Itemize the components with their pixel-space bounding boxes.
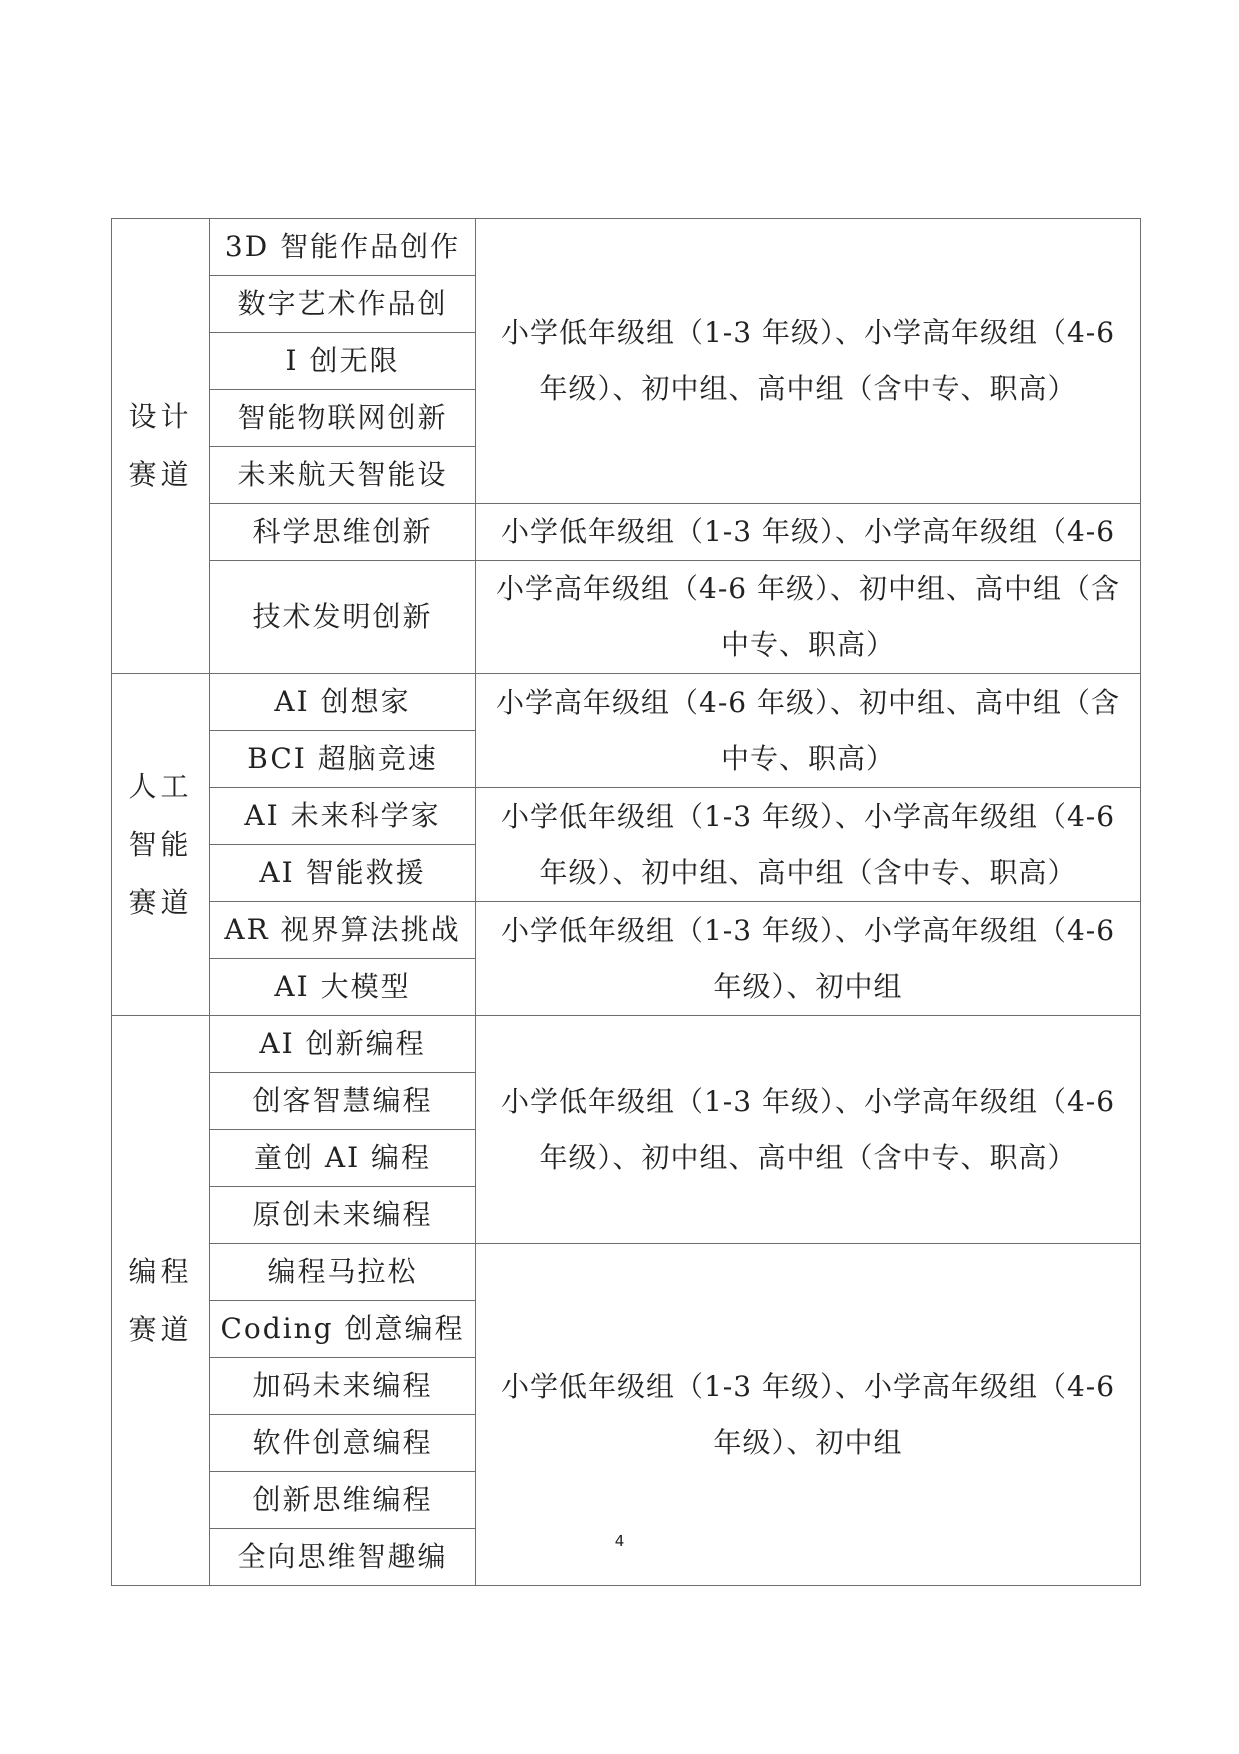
group-cell: 小学低年级组（1-3 年级）、小学高年级组（4-6 年级）、初中组: [476, 902, 1141, 1016]
competition-cell: 加码未来编程: [210, 1358, 476, 1415]
track-ai: 人工智能赛道: [112, 674, 210, 1016]
group-cell: 小学高年级组（4-6 年级）、初中组、高中组（含中专、职高）: [476, 674, 1141, 788]
table-row: [112, 1016, 1141, 1073]
group-cell: 小学低年级组（1-3 年级）、小学高年级组（4-6 年级）、初中组、高中组（含中专、职高）: [476, 1016, 1141, 1244]
competition-cell: 技术发明创新: [210, 561, 476, 674]
table-row: [112, 1244, 1141, 1301]
competition-cell: 创新思维编程: [210, 1472, 476, 1529]
group-cell: 小学低年级组（1-3 年级）、小学高年级组（4-6 年级）、初中组、高中组（含中专、职高）: [476, 788, 1141, 902]
competition-cell: AI 未来科学家: [210, 788, 476, 845]
table-row: [112, 504, 1141, 561]
competition-cell: 未来航天智能设: [210, 447, 476, 504]
track-design: 设计赛道: [112, 219, 210, 674]
competition-cell: 数字艺术作品创: [210, 276, 476, 333]
table-row: [112, 219, 1141, 276]
competition-cell: 创客智慧编程: [210, 1073, 476, 1130]
competition-cell: BCI 超脑竞速: [210, 731, 476, 788]
competition-cell: 编程马拉松: [210, 1244, 476, 1301]
competition-cell: 全向思维智趣编: [210, 1529, 476, 1586]
track-programming: 编程赛道: [112, 1016, 210, 1586]
table-row: [112, 674, 1141, 731]
competition-cell: 原创未来编程: [210, 1187, 476, 1244]
competition-cell: 科学思维创新: [210, 504, 476, 561]
competition-cell: Coding 创意编程: [210, 1301, 476, 1358]
group-cell: 小学高年级组（4-6 年级）、初中组、高中组（含中专、职高）: [476, 561, 1141, 674]
table-row: [112, 788, 1141, 845]
group-cell: 小学低年级组（1-3 年级）、小学高年级组（4-6 年级）、初中组、高中组（含中专、职高）: [476, 219, 1141, 504]
competition-cell: AI 创想家: [210, 674, 476, 731]
group-cell: 小学低年级组（1-3 年级）、小学高年级组（4-6 年级）、初中组: [476, 1244, 1141, 1586]
competition-cell: AI 大模型: [210, 959, 476, 1016]
competition-cell: I 创无限: [210, 333, 476, 390]
group-cell: 小学低年级组（1-3 年级）、小学高年级组（4-6: [476, 504, 1141, 561]
competition-cell: AI 创新编程: [210, 1016, 476, 1073]
competition-cell: 智能物联网创新: [210, 390, 476, 447]
competition-cell: 3D 智能作品创作: [210, 219, 476, 276]
competition-table: [111, 218, 1141, 1586]
competition-cell: AR 视界算法挑战: [210, 902, 476, 959]
competition-cell: 软件创意编程: [210, 1415, 476, 1472]
competition-cell: 童创 AI 编程: [210, 1130, 476, 1187]
table-row: [112, 902, 1141, 959]
competition-cell: AI 智能救援: [210, 845, 476, 902]
page-number: 4: [614, 1532, 625, 1550]
